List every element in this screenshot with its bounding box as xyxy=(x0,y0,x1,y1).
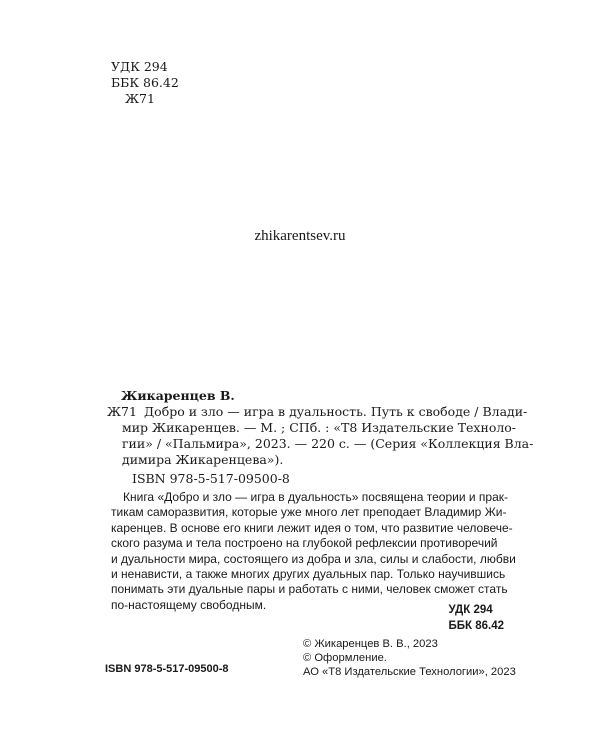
record-line: гии» / «Пальмира», 2023. — 220 с. — (Серия «Коллекция Вла- xyxy=(122,436,534,451)
bbk-code: ББК 86.42 xyxy=(111,75,179,90)
copyright-line: © Оформление. xyxy=(303,652,387,664)
copyright-block xyxy=(303,637,516,679)
annotation-line: и ненависти, а также многих других дуальных пар. Только научившись xyxy=(111,567,506,582)
classification-bottom xyxy=(448,602,504,634)
record-line xyxy=(107,404,528,420)
author-mark: Ж71 xyxy=(125,91,155,106)
annotation-line: ского разума и тела построено на глубокой рефлексии противоречий xyxy=(111,536,498,551)
annotation-line: понимать эти дуальные пары и работать с ними, человек сможет стать xyxy=(111,582,508,597)
annotation-line: Книга «Добро и зло — игра в дуальность» посвящена теории и прак- xyxy=(123,490,509,504)
annotation xyxy=(111,490,516,613)
record-line: мир Жикаренцев. — М. ; СПб. : «Т8 Издательские Техноло- xyxy=(122,420,517,435)
record-line: димира Жикаренцева»). xyxy=(122,452,284,467)
isbn-bottom: ISBN 978-5-517-09500-8 xyxy=(105,663,229,675)
website-url: zhikarentsev.ru xyxy=(254,228,346,244)
copyright-line: АО «Т8 Издательские Технологии», 2023 xyxy=(303,666,516,678)
copyright-line: © Жикаренцев В. В., 2023 xyxy=(303,638,438,650)
udk-code-bottom: УДК 294 xyxy=(448,604,493,616)
record-isbn: ISBN 978-5-517-09500-8 xyxy=(132,471,290,486)
bbk-code-bottom: ББК 86.42 xyxy=(448,620,504,632)
annotation-line: и дуальности мира, состоящего из добра и зла, силы и слабости, любви xyxy=(111,551,516,566)
annotation-line: по-настоящему свободным. xyxy=(111,597,267,612)
annotation-line: тикам саморазвития, которые уже много лет преподает Владимир Жи- xyxy=(111,505,507,520)
record-line-text: Добро и зло — игра в дуальность. Путь к свободе / Влади- xyxy=(144,404,528,419)
classification-top xyxy=(111,59,179,107)
record-author-mark: Ж71 xyxy=(107,404,137,419)
record-author: Жикаренцев В. xyxy=(121,388,235,403)
annotation-line: каренцев. В основе его книги лежит идея о том, что развитие человече- xyxy=(111,520,513,535)
udk-code: УДК 294 xyxy=(111,59,168,74)
bibliographic-record xyxy=(107,388,534,487)
